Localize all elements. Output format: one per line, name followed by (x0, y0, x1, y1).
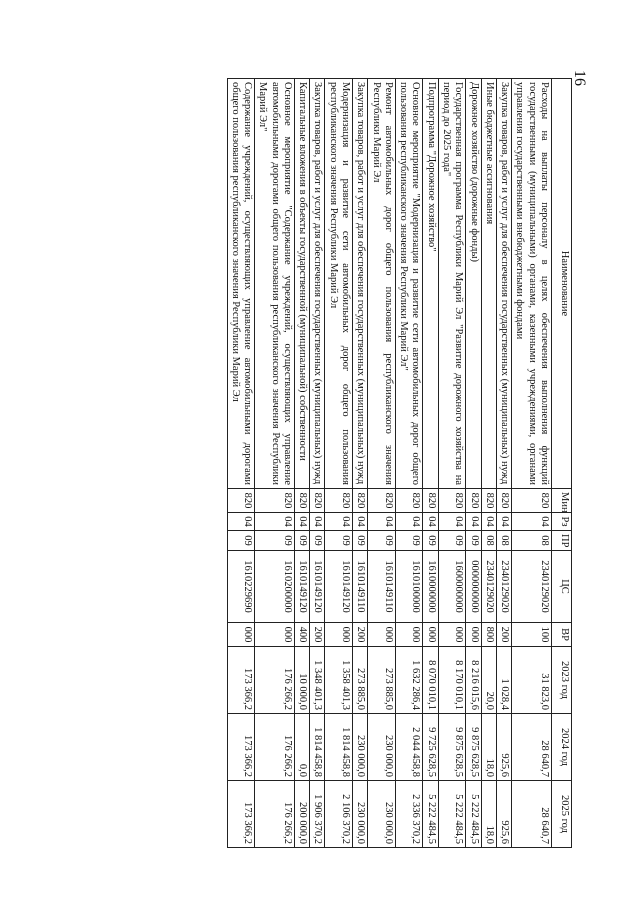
row-2023: 8 170 010,1 (438, 647, 466, 714)
row-pr: 09 (325, 531, 353, 551)
row-vr: 100 (512, 623, 552, 647)
row-pr: 09 (353, 531, 368, 551)
table-row (512, 79, 552, 848)
row-min: 820 (368, 489, 396, 513)
row-2023: 20,0 (481, 647, 496, 714)
row-2023: 273 885,0 (353, 647, 368, 714)
row-rz: 04 (481, 513, 496, 531)
row-2024: 925,6 (496, 714, 511, 781)
row-2024: 18,0 (481, 714, 496, 781)
table-row (438, 79, 466, 848)
row-rz: 04 (395, 513, 423, 531)
row-2025: 5 222 484,5 (466, 781, 481, 848)
header-2023: 2023 год (552, 647, 572, 714)
row-pr: 09 (227, 531, 255, 551)
row-pr: 09 (255, 531, 295, 551)
row-cs: 2340129020 (481, 551, 496, 623)
header-pr: ПР (552, 531, 572, 551)
row-2023: 8 216 015,6 (466, 647, 481, 714)
table-row (368, 79, 396, 848)
row-2025: 925,6 (496, 781, 511, 848)
row-pr: 09 (294, 531, 309, 551)
row-2025: 2 106 370,2 (325, 781, 353, 848)
row-pr: 08 (496, 531, 511, 551)
row-pr: 09 (368, 531, 396, 551)
row-cs: 1610149120 (310, 551, 325, 623)
row-vr: 400 (294, 623, 309, 647)
row-pr: 09 (310, 531, 325, 551)
header-cs: ЦС (552, 551, 572, 623)
row-2024: 176 266,2 (255, 714, 295, 781)
row-name: Основное мероприятие "Содержание учреждений, осуществляющих управление автомобильными дорогами общего пользования республиканского значения Республики Марий Эл" (255, 79, 295, 489)
row-vr: 000 (423, 623, 438, 647)
row-rz: 04 (353, 513, 368, 531)
row-vr: 000 (255, 623, 295, 647)
row-name: Содержание учреждений, осуществляющих управление автомобильными дорогами общего пользования республиканского значения Республики Марий Эл (227, 79, 255, 489)
row-cs: 1610149120 (325, 551, 353, 623)
row-min: 820 (395, 489, 423, 513)
row-vr: 000 (438, 623, 466, 647)
row-rz: 04 (423, 513, 438, 531)
row-2023: 1 028,4 (496, 647, 511, 714)
row-2024: 9 875 628,5 (438, 714, 466, 781)
header-min: Мин (552, 489, 572, 513)
row-cs: 1600000000 (438, 551, 466, 623)
row-cs: 2340129020 (496, 551, 511, 623)
row-2024: 28 640,7 (512, 714, 552, 781)
row-name: Подпрограмма "Дорожное хозяйство" (423, 79, 438, 489)
row-2025: 5 222 484,5 (423, 781, 438, 848)
row-2024: 1 814 458,8 (310, 714, 325, 781)
row-cs: 0000000000 (466, 551, 481, 623)
row-min: 820 (310, 489, 325, 513)
row-2024: 0,0 (294, 714, 309, 781)
row-2024: 173 366,2 (227, 714, 255, 781)
table-row (496, 79, 511, 848)
table-row (227, 79, 255, 848)
row-name: Закупка товаров, работ и услуг для обеспечения государственных (муниципальных) нужд (310, 79, 325, 489)
row-pr: 09 (466, 531, 481, 551)
row-name: Капитальные вложения в объекты государственной (муниципальной) собственности (294, 79, 309, 489)
page-number: 16 (571, 70, 588, 86)
row-2025: 230 000,0 (353, 781, 368, 848)
row-2024: 230 000,0 (368, 714, 396, 781)
row-2025: 176 266,2 (255, 781, 295, 848)
row-min: 820 (423, 489, 438, 513)
row-2025: 18,0 (481, 781, 496, 848)
row-pr: 08 (481, 531, 496, 551)
row-name: Расходы на выплаты персоналу в целях обеспечения выполнения функций государственными (муниципальными) органами, казенными учреждениями, органами управления государственными внебюджетными фондами (512, 79, 552, 489)
row-min: 820 (294, 489, 309, 513)
row-pr: 09 (423, 531, 438, 551)
row-2025: 173 366,2 (227, 781, 255, 848)
row-2023: 31 823,0 (512, 647, 552, 714)
row-cs: 1610100000 (395, 551, 423, 623)
row-2023: 1 348 401,3 (310, 647, 325, 714)
header-rz: Рз (552, 513, 572, 531)
header-name: Наименование (552, 79, 572, 489)
row-pr: 09 (395, 531, 423, 551)
row-vr: 000 (368, 623, 396, 647)
row-2023: 176 266,2 (255, 647, 295, 714)
row-pr: 08 (512, 531, 552, 551)
row-name: Иные бюджетные ассигнования (481, 79, 496, 489)
row-min: 820 (325, 489, 353, 513)
row-2025: 1 906 370,2 (310, 781, 325, 848)
row-vr: 000 (325, 623, 353, 647)
table-row (310, 79, 325, 848)
row-min: 820 (438, 489, 466, 513)
row-2023: 173 366,2 (227, 647, 255, 714)
row-rz: 04 (496, 513, 511, 531)
row-2024: 230 000,0 (353, 714, 368, 781)
row-min: 820 (255, 489, 295, 513)
row-rz: 04 (368, 513, 396, 531)
row-2024: 9 725 628,5 (423, 714, 438, 781)
row-rz: 04 (512, 513, 552, 531)
row-rz: 04 (438, 513, 466, 531)
row-rz: 04 (310, 513, 325, 531)
row-vr: 200 (310, 623, 325, 647)
row-cs: 1610229690 (227, 551, 255, 623)
table-row (353, 79, 368, 848)
row-cs: 1610149120 (294, 551, 309, 623)
row-vr: 000 (395, 623, 423, 647)
row-rz: 04 (294, 513, 309, 531)
header-2025: 2025 год (552, 781, 572, 848)
row-rz: 04 (227, 513, 255, 531)
row-min: 820 (227, 489, 255, 513)
row-2025: 28 640,7 (512, 781, 552, 848)
row-2025: 200 000,0 (294, 781, 309, 848)
row-min: 820 (481, 489, 496, 513)
row-min: 820 (496, 489, 511, 513)
row-min: 820 (353, 489, 368, 513)
table-row (481, 79, 496, 848)
row-name: Государственная программа Республики Марий Эл "Развитие дорожного хозяйства на период до 2025 года" (438, 79, 466, 489)
row-cs: 1610200000 (255, 551, 295, 623)
row-cs: 1610000000 (423, 551, 438, 623)
row-2023: 8 070 010,1 (423, 647, 438, 714)
row-2024: 9 875 628,5 (466, 714, 481, 781)
row-2024: 2 044 458,8 (395, 714, 423, 781)
row-name: Основное мероприятие "Модернизация и развитие сети автомобильных дорог общего пользования республиканского значения Республики Марий Эл" (395, 79, 423, 489)
header-vr: ВР (552, 623, 572, 647)
row-cs: 1610149110 (368, 551, 396, 623)
budget-table (227, 78, 572, 848)
table-row (423, 79, 438, 848)
header-2024: 2024 год (552, 714, 572, 781)
row-vr: 200 (496, 623, 511, 647)
row-vr: 200 (353, 623, 368, 647)
row-name: Закупка товаров, работ и услуг для обеспечения государственных (муниципальных) нужд (496, 79, 511, 489)
table-row (325, 79, 353, 848)
row-rz: 04 (466, 513, 481, 531)
row-rz: 04 (255, 513, 295, 531)
row-rz: 04 (325, 513, 353, 531)
row-name: Ремонт автомобильных дорог общего пользования республиканского значения Республики Марий Эл (368, 79, 396, 489)
row-2025: 5 222 484,5 (438, 781, 466, 848)
table-header-row (552, 79, 572, 848)
table-row (255, 79, 295, 848)
row-2025: 2 336 370,2 (395, 781, 423, 848)
row-pr: 09 (438, 531, 466, 551)
row-name: Модернизация и развитие сети автомобильных дорог общего пользования республиканского значения Республики Марий Эл (325, 79, 353, 489)
row-name: Дорожное хозяйство (дорожные фонды) (466, 79, 481, 489)
row-vr: 000 (466, 623, 481, 647)
table-row (395, 79, 423, 848)
row-2023: 1 632 286,4 (395, 647, 423, 714)
row-min: 820 (512, 489, 552, 513)
row-2023: 10 000,0 (294, 647, 309, 714)
row-2023: 273 885,0 (368, 647, 396, 714)
row-2023: 1 358 401,3 (325, 647, 353, 714)
row-vr: 800 (481, 623, 496, 647)
table-row (466, 79, 481, 848)
row-2024: 1 814 458,8 (325, 714, 353, 781)
row-2025: 230 000,0 (368, 781, 396, 848)
row-min: 820 (466, 489, 481, 513)
row-cs: 2340129020 (512, 551, 552, 623)
table-row (294, 79, 309, 848)
rotated-table-container (124, 78, 572, 848)
row-vr: 000 (227, 623, 255, 647)
row-name: Закупка товаров, работ и услуг для обеспечения государственных (муниципальных) нужд (353, 79, 368, 489)
row-cs: 1610149110 (353, 551, 368, 623)
